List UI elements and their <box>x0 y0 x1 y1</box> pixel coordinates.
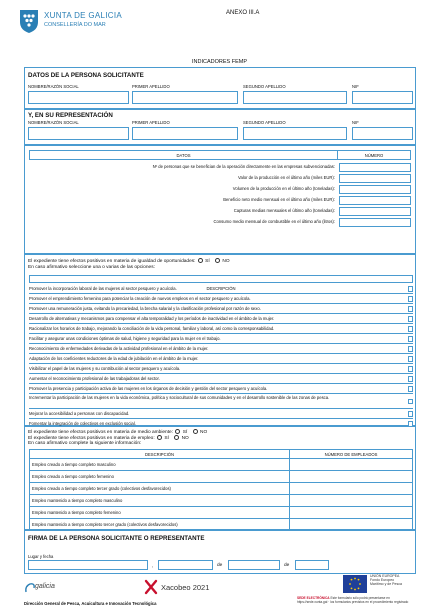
solicitante-label-nif: NIF <box>352 84 359 89</box>
empleo-instruction: En caso afirmativo complete la siguiente información: <box>28 441 142 446</box>
datos-row <box>29 206 411 217</box>
datos-row-input[interactable] <box>339 185 411 194</box>
igualdad-option-label: Aumentar el reconocimiento profesional de las trabajadoras del sector. <box>29 375 160 381</box>
igualdad-option-checkbox[interactable] <box>408 316 414 322</box>
conselleria-name: CONSELLERÍA DO MAR <box>44 22 106 28</box>
representacion-label-nif: NIF <box>352 120 359 125</box>
empleo-si-label: SÍ <box>164 435 169 441</box>
igualdad-option <box>29 374 413 384</box>
datos-table <box>29 150 411 160</box>
datos-row <box>29 195 411 206</box>
datos-row-input[interactable] <box>339 174 411 183</box>
datos-row <box>29 217 411 228</box>
igualdad-option-label: Fomentar la integración de colectivos en exclusión social. <box>29 420 136 426</box>
ambiente-question: El expediente tiene efectos positivos en materia de medio ambiente: <box>28 429 174 435</box>
igualdad-option <box>29 294 413 304</box>
empleo-table <box>29 449 413 531</box>
solicitante-nif-input[interactable] <box>352 91 413 104</box>
firma-de1: de <box>217 563 223 568</box>
igualdad-option <box>29 409 413 419</box>
datos-row <box>29 162 411 173</box>
igualdad-si-label: SÍ <box>205 258 210 264</box>
representacion-section <box>24 109 416 145</box>
datos-row-label: Capturas medias mensuales el último año (toneladas): <box>233 208 335 213</box>
igualdad-option-label: Promover la presencia y participación activa de las mujeres en los órganos de decisión y gestión del sector pesquero y acuícola. <box>29 385 268 391</box>
representacion-heading: Y, EN SU REPRESENTACIÓN <box>28 112 113 119</box>
solicitante-nombre-input[interactable] <box>28 91 129 104</box>
empleo-question: El expediente tiene efectos positivos en materia de empleo: <box>28 435 155 441</box>
igualdad-option <box>29 354 413 364</box>
igualdad-option-label: Visibilizar el papel de las mujeres y su contribución al sector pesquero y acuícola. <box>29 365 181 371</box>
solicitante-section <box>24 67 416 109</box>
empleo-row-input[interactable] <box>290 519 413 531</box>
igualdad-option-label: Desarrollo de alternativas y mecanismos para compensar el alta temporalidad y los períodos de inactividad en el ámbito de la mujer. <box>29 315 275 321</box>
igualdad-option-label: Adaptación de los coeficientes reductores de la edad de jubilación en el ámbito de la mujer. <box>29 355 199 361</box>
footer-department: Dirección General de Pesca, Acuicultura e Innovación Tecnológica <box>24 601 157 606</box>
igualdad-option <box>29 344 413 354</box>
igualdad-option <box>29 284 413 294</box>
datos-head: DATOS <box>30 151 338 160</box>
empleo-head-num: NÚMERO DE EMPLEADOS <box>290 450 413 459</box>
igualdad-option-label: Facilitar y asegurar unas condiciones óptimas de salud, higiene y seguridad para la mujer en el trabajo. <box>29 335 221 341</box>
representacion-nif-input[interactable] <box>352 127 413 140</box>
empleo-row-input[interactable] <box>290 459 413 471</box>
datos-row-input[interactable] <box>339 218 411 227</box>
igualdad-option <box>29 304 413 314</box>
igualdad-option-checkbox[interactable] <box>408 286 414 292</box>
datos-row-input[interactable] <box>339 163 411 172</box>
sede-label: SEDE ELECTRÓNICA <box>297 596 330 600</box>
igualdad-option-label: Promover la incorporación laboral de las mujeres al sector pesquero y acuícola. <box>29 285 177 291</box>
igualdad-question-row <box>28 258 230 265</box>
sede-note: Este formulario sólo podrá presentarse en https://sede.xunta.gal · los formularios previstos en el procedimiento registrado <box>297 596 409 604</box>
firma-lugar-input[interactable] <box>28 560 148 570</box>
empleo-row-label: Empleo creado a tiempo completo masculino <box>30 459 290 471</box>
ambiente-no-radio[interactable] <box>193 429 198 434</box>
igualdad-option-label: Reconocimiento de enfermedades derivadas de la actividad profesional en el ámbito de la mujer. <box>29 345 209 351</box>
firma-de2: de <box>284 563 290 568</box>
empleo-row-label: Empleo creado a tiempo completo tercer grado (colectivos desfavorecidos) <box>30 483 290 495</box>
empleo-no-radio[interactable] <box>174 435 179 440</box>
firma-mes-input[interactable] <box>228 560 280 570</box>
datos-row <box>29 184 411 195</box>
empleo-row-input[interactable] <box>290 507 413 519</box>
xacobeo-wordmark: Xacobeo 2021 <box>161 583 210 592</box>
igualdad-no-radio[interactable] <box>215 258 220 263</box>
igualdad-si-radio[interactable] <box>198 258 203 263</box>
igualdad-question: El expediente tiene efectos positivos en materia de igualdad de oportunidades: <box>28 258 196 264</box>
datos-row-label: Consumo medio mensual de combustible en el último año (litros): <box>213 219 335 224</box>
igualdad-option-label: Racionalizar los horarios de trabajo, mejorando la conciliación de la vida personal, familiar y laboral, así como la corresponsabilidad. <box>29 325 275 331</box>
xacobeo-logo <box>143 579 223 595</box>
solicitante-label-apellido1: PRIMER APELLIDO <box>132 84 170 89</box>
representacion-label-apellido1: PRIMER APELLIDO <box>132 120 170 125</box>
datos-section <box>24 145 416 254</box>
igualdad-head-label: DESCRIPCIÓN <box>206 286 236 291</box>
igualdad-instruction: En caso afirmativo seleccione una o varias de las opciones: <box>28 265 155 270</box>
empleo-row <box>30 483 413 495</box>
firma-dia-input[interactable] <box>158 560 213 570</box>
solicitante-apellido2-input[interactable] <box>243 91 347 104</box>
datos-row-label: Valor de la producción en el último año (miles EUR): <box>238 175 335 180</box>
empleo-row-input[interactable] <box>290 471 413 483</box>
igualdad-option <box>29 364 413 374</box>
xacobeo-x-icon <box>143 579 159 595</box>
firma-comma: , <box>152 564 154 569</box>
igualdad-option-checkbox[interactable] <box>408 356 414 362</box>
igualdad-option <box>29 314 413 324</box>
eu-label: UNIÓN EUROPEA Fondo Europeo Marítimo y de Pesca <box>370 574 402 587</box>
igualdad-option-checkbox[interactable] <box>408 399 414 405</box>
igualdad-option-checkbox[interactable] <box>408 296 414 302</box>
page-title: INDICADORES FEMP <box>191 59 247 65</box>
datos-row-label: Volumen de la producción en el último año (toneladas): <box>232 186 335 191</box>
igualdad-option-checkbox[interactable] <box>408 346 414 352</box>
firma-section <box>24 530 416 574</box>
firma-ano-input[interactable] <box>295 560 329 570</box>
igualdad-option <box>29 334 413 344</box>
igualdad-options <box>29 284 413 429</box>
solicitante-label-nombre: NOMBRE/RAZÓN SOCIAL <box>28 84 79 89</box>
datos-row-input[interactable] <box>339 207 411 216</box>
igualdad-option-checkbox[interactable] <box>408 366 414 372</box>
igualdad-option-label: Promover una remuneración justa, evitando la precariedad, la brecha salarial y la clasificación profesional por razón de sexo. <box>29 305 261 311</box>
datos-rows <box>29 162 411 228</box>
empleo-row <box>30 495 413 507</box>
ambiente-no-label: NO <box>199 429 208 435</box>
igualdad-option-checkbox[interactable] <box>408 326 414 332</box>
igualdad-no-label: NO <box>222 258 230 264</box>
empleo-row <box>30 471 413 483</box>
representacion-nombre-input[interactable] <box>28 127 129 140</box>
datos-row <box>29 173 411 184</box>
galicia-logo <box>24 582 84 596</box>
datos-row-input[interactable] <box>339 196 411 205</box>
eu-flag-icon <box>343 575 367 593</box>
anexo-label: ANEXO III.A <box>226 10 260 16</box>
igualdad-option-checkbox[interactable] <box>408 411 414 417</box>
igualdad-option-checkbox[interactable] <box>408 386 414 392</box>
firma-heading: FIRMA DE LA PERSONA SOLICITANTE O REPRESENTANTE <box>28 535 205 542</box>
datos-row-label: Nº de personas que se benefician de la operación directamente en las empresas subvencionadas: <box>152 164 335 169</box>
xunta-name: XUNTA DE GALICIA <box>44 11 123 20</box>
empleo-row-input[interactable] <box>290 495 413 507</box>
solicitante-label-apellido2: SEGUNDO APELLIDO <box>243 84 286 89</box>
galicia-wordmark: galicia <box>35 583 55 590</box>
numero-head: NÚMERO <box>338 151 411 160</box>
xunta-logo <box>18 8 40 34</box>
ambiente-si-label: SÍ <box>182 429 188 435</box>
empleo-row <box>30 507 413 519</box>
igualdad-option <box>29 324 413 334</box>
empleo-row <box>30 519 413 531</box>
empleo-row-label: Empleo mantenido a tiempo completo masculino <box>30 495 290 507</box>
empleo-row-input[interactable] <box>290 483 413 495</box>
empleo-row-label: Empleo mantenido a tiempo completo tercer grado (colectivos desfavorecidos) <box>30 519 290 531</box>
empleo-row-label: Empleo mantenido a tiempo completo femenino <box>30 507 290 519</box>
empleo-section <box>24 426 416 530</box>
firma-lugar-label: Lugar y fecha <box>28 554 54 559</box>
footer-sede <box>297 597 421 604</box>
igualdad-option-label: Mejorar la accesibilidad a personas con discapacidad. <box>29 410 130 416</box>
igualdad-option <box>29 394 413 409</box>
empleo-row <box>30 459 413 471</box>
igualdad-option-checkbox[interactable] <box>408 336 414 342</box>
representacion-label-nombre: NOMBRE/RAZÓN SOCIAL <box>28 120 79 125</box>
datos-row-label: Beneficio neto medio mensual en el último año (miles EUR): <box>223 197 335 202</box>
xunta-shield-icon <box>18 8 40 34</box>
empleo-head-desc: DESCRIPCIÓN <box>30 450 290 459</box>
empleo-row-label: Empleo creado a tiempo completo femenino <box>30 471 290 483</box>
solicitante-apellido1-input[interactable] <box>132 91 238 104</box>
igualdad-section <box>24 254 416 426</box>
igualdad-option-label: Incrementar la participación de las mujeres en la vida económica, política y sociocultural de sus comunidades y en el desarrollo sostenible de las zonas de pesca. <box>29 394 330 400</box>
solicitante-heading: DATOS DE LA PERSONA SOLICITANTE <box>28 72 144 79</box>
igualdad-option-checkbox[interactable] <box>408 306 414 312</box>
eu-logo <box>343 573 423 595</box>
representacion-apellido2-input[interactable] <box>243 127 347 140</box>
representacion-apellido1-input[interactable] <box>132 127 238 140</box>
ambiente-si-radio[interactable] <box>175 429 180 434</box>
empleo-si-radio[interactable] <box>157 435 162 440</box>
igualdad-option <box>29 384 413 394</box>
igualdad-option-label: Promover el emprendimiento femenino para potenciar la creación de nuevos empleos en el sector pesquero y acuícola. <box>29 295 251 301</box>
empleo-no-label: NO <box>181 435 189 441</box>
representacion-label-apellido2: SEGUNDO APELLIDO <box>243 120 286 125</box>
igualdad-option-checkbox[interactable] <box>408 376 414 382</box>
